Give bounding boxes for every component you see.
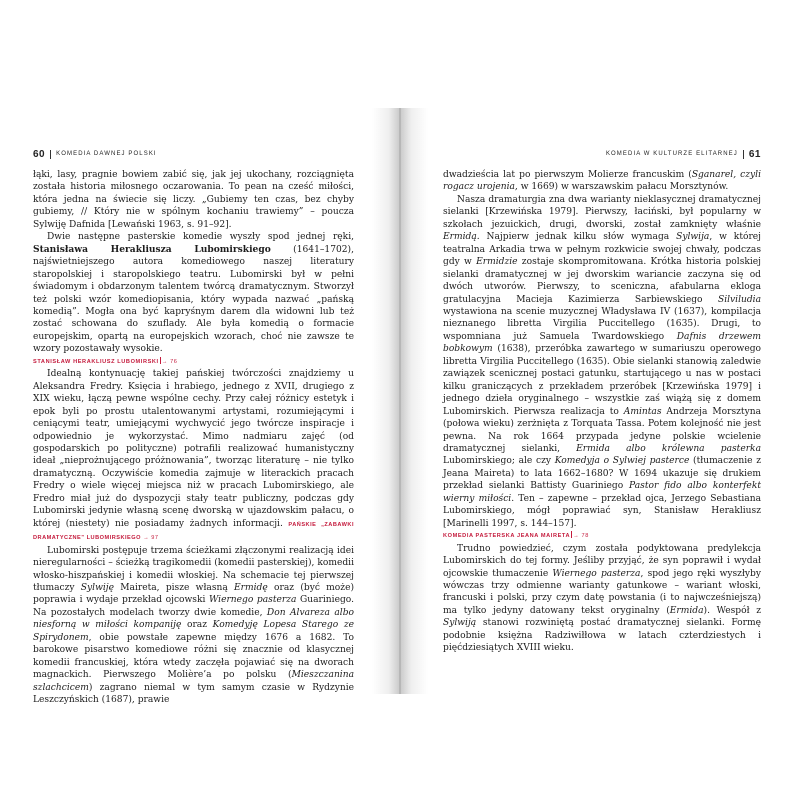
tag-ref: → 76: [161, 358, 178, 365]
tag-ref: → 97: [143, 535, 159, 542]
paragraph: dwadzieścia lat po pierwszym Molierze francuskim (Sganarel, czyli rogacz urojenia, w 1669) w warszawskim pałacu Morsztynów.: [443, 170, 761, 193]
right-running-head: KOMEDIA W KULTURZE ELITARNEJ: [605, 151, 738, 157]
header-separator: [50, 150, 51, 159]
tag-bar: [160, 357, 161, 364]
paragraph: Dwie następne pasterskie komedie wyszły spod jednej ręki, Stanisława Herakliusza Lubomirskiego (1641–1702), najświetniejszego autora komediowego naszej literatury staropolskiej i staropolskiego teatru. Lubomirski był w pełni świadomym i obdarzonym talentem twórcą dramatycznym. Stworzył też polski wzór komediopisania, który wypada nazwać „pańską komedią”. Mogła ona być kapryśnym darem dla widowni lub też zostać schowana do szuflady. Ale była komedią o formacie europejskim, opartą na europejskich wzorach, choć nie zawsze te wzory pozostawały wysokie.: [33, 232, 354, 355]
right-page-header: [606, 147, 761, 161]
left-page-number: 60: [33, 148, 46, 160]
tag-label: STANISŁAW HERAKLIUSZ LUBOMIRSKI: [33, 358, 159, 365]
tag-label: PAŃSKIE „ZABAWKI DRAMATYCZNE” LUBOMIRSKIEGO: [33, 521, 354, 542]
paragraph: Nasza dramaturgia zna dwa warianty nieklasycznej dramatycznej sielanki [Krzewińska 1979]. Pierwszy, łaciński, był popularny w szkołach jezuickich, drugi, dworski, został zamknięty właśnie Ermidą. Najpierw jednak kilku słów wymaga Sylwija, w której teatralna Arkadia trwa w pełnym rozkwicie swojej chwały, podczas gdy w Ermidzie zostaje skompromitowana. Krótka historia polskiej sielanki dramatycznej w jej dworskim wariancie zaczyna się od dwóch utworów. Pierwszy, to sceniczna, afabularna ekloga gratulacyjna Macieja Kazimierza Sarbiewskiego Silviludia wystawiona na scenie muzycznej Władysława IV (1637), kompilacja nieznanego libretta Virgilia Puccitellego (1635). Drugi, to wspomniana już Samuela Twardowskiego Dafnis drzewem bobkowym (1638), przeróbka zawartego w sumariuszu operowego libretta Virgilia Puccitellego (1635). Obie sielanki stanowią zaledwie zawiązek scenicznej postaci gatunku, startującego u nas w postaci kilku graniczących z przekładem przeróbek [Krzewińska 1979] i jednego dzieła oryginalnego – wszystkie zaś wiążą się z domem Lubomirskich. Pierwsza realizacja to Amintas Andrzeja Morsztyna (połowa wieku) zerżnięta z Torquata Tassa. Potem kolejność nie jest pewna. Na rok 1664 przypada jedyne polskie wcielenie dramatycznej sielanki, Ermida albo królewna pasterka Lubomirskiego; ale czy Komedyja o Sylwiej pasterce (tłumaczenie z Jeana Maireta) to lata 1662–1680? W 1694 ukazuje się drukiem przekład sielanki Battisty Guariniego Pastor fido albo konterfekt wierny miłości. Ten – zapewne – przekład ojca, Jerzego Sebastiana Lubomirskiego, mógł poprawiać syn, Stanisław Herakliusz [Marinelli 1997, s. 144–157].: [443, 194, 762, 529]
paragraph: Trudno powiedzieć, czym została podyktowana predylekcja Lubomirskich do tej formy. Jeśliby przyjąć, że syn poprawił i wydał ojcowskie tłumaczenie Wiernego pasterza, spod jego ręki wyszłyby wówczas trzy odmienne warianty gatunkowe – wariant włoski, francuski i polski, przy czym datę powstania (i to najwcześniejszą) ma tylko jedyny datowany tekst oryginalny (Ermida). Wespół z Sylwiją stanowi rozwiniętą postać dramatycznej sielanki. Formę podobnie księżna Radziwiłłowa w latach czterdziestych i pięćdziesiątych XVIII wieku.: [443, 543, 761, 654]
book-spine: [399, 108, 401, 694]
left-running-head: KOMEDIA DAWNEJ POLSKI: [56, 151, 157, 157]
header-separator: [743, 150, 744, 159]
margin-tag-jeana[interactable]: [443, 530, 761, 542]
paragraph: łąki, lasy, pragnie bowiem zabić się, jak jej ukochany, rozciągnięta została historia miłosnego oczarowania. To pean na cześć miłości, która jedna na świecie się liczy. „Gubiemy ten czas, bez chyby gubiemy, // Który nie w spólnym kochaniu trawiemy” – poucza Sylwiję Dafnida [Lewański 1963, s. 91–92].: [33, 170, 354, 230]
inline-tag-panskie[interactable]: [33, 522, 354, 541]
left-page-header: [33, 147, 157, 161]
right-body-text: [443, 169, 761, 655]
tag-ref: → 78: [573, 533, 589, 540]
paragraph: Idealną kontynuację takiej pańskiej twórczości znajdziemy u Aleksandra Fredry. Księcia i hrabiego, jednego z XVII, drugiego z XIX wieku, łączą pewne wspólne cechy. Przy całej różnicy estetyk i epok byli po prostu utalentowanymi artystami, rozumiejącymi i ceniącymi teatr, umiejącymi wychwycić jego twórcze inspiracje i odpowiednio je wykorzystać. Mimo nadmiaru zajęć (od gospodarskich po polityczne) potrafili realizować humanistyczny ideał „nieprożnującego próżnowania”, tworząc literaturę – nie tylko dramatyczną. Oczywiście komedia zajmuje w literackich pracach Fredry o wiele więcej miejsca niż w pracach Lubomirskiego, ale Fredro miał już do dyspozycji stały teatr publiczny, podczas gdy Lubomirski jedynie własną scenę dworską w ujazdowskim pałacu, o której (niestety) nie posiadamy żadnych informacji. PAŃSKIE „ZABAWKI DRAMATYCZNE” LUBOMIRSKIEGO → 97: [33, 369, 354, 542]
right-page: [400, 0, 800, 800]
tag-label: KOMEDIA PASTERSKA JEANA MAIRETA: [443, 533, 571, 540]
left-body-text: [33, 169, 354, 706]
paragraph: Lubomirski postępuje trzema ścieżkami złączonymi realizacją idei nieregularności – ścieżką tragikomedii (komedii pasterskiej), komedii włosko-hiszpańskiej i komedii włoskiej. Na schemacie tej pierwszej tłumaczy Sylwiję Maireta, pisze własną Ermidę oraz (być może) poprawia i wydaje przekład ojcowski Wiernego pasterza Guariniego. Na pozostałych modelach tworzy dwie komedie, Don Alvareza albo niesforną w miłości kompaniję oraz Komedyję Lopesa Starego ze Spirydonem, obie powstałe zapewne między 1676 a 1682. To barokowe pisarstwo komediowe różni się znacznie od klasycznej komedii francuskiej, która wtedy zaczęła pojawiać się na dworach magnackich. Pierwszego Molière’a po polsku (Mieszczanina szlachcicem) zagrano niemal w tym samym czasie w Rydzynie Leszczyńskich (1687), prawie: [33, 545, 355, 706]
right-page-number: 61: [748, 148, 761, 160]
margin-tag-stanislaw[interactable]: [33, 356, 354, 368]
